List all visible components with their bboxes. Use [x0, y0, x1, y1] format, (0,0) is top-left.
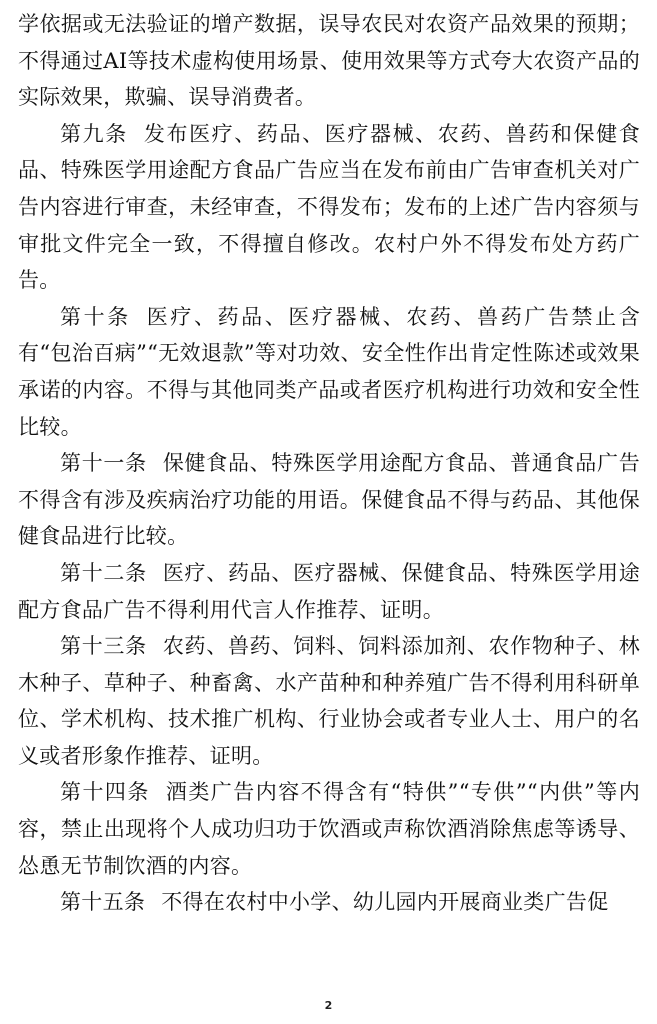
article-number: 第十五条 — [60, 890, 146, 915]
paragraph-continuation — [18, 6, 640, 116]
article-text: 不得在农村中小学、幼儿园内开展商业类广告促 — [161, 890, 609, 915]
article-10 — [18, 299, 640, 445]
article-text: 医疗、药品、医疗器械、保健食品、特殊医学用途配方食品广告不得利用代言人作推荐、证明。 — [18, 560, 640, 622]
article-number: 第十三条 — [60, 634, 147, 659]
paragraph-text: 学依据或无法验证的增产数据，误导农民对农资产品效果的预期；不得通过AI等技术虚构使用场景、使用效果等方式夸大农资产品的实际效果，欺骗、误导消费者。 — [18, 12, 640, 110]
article-number: 第十四条 — [60, 780, 150, 805]
article-14 — [18, 774, 640, 884]
article-13 — [18, 628, 640, 774]
article-number: 第十一条 — [60, 451, 147, 476]
article-number: 第十二条 — [60, 560, 147, 585]
article-text: 酒类广告内容不得含有“特供”“专供”“内供”等内容，禁止出现将个人成功归功于饮酒或声称饮酒消除焦虑等诱导、怂恿无节制饮酒的内容。 — [18, 780, 640, 878]
article-number: 第十条 — [60, 304, 131, 329]
article-text: 保健食品、特殊医学用途配方食品、普通食品广告不得含有涉及疾病治疗功能的用语。保健食品不得与药品、其他保健食品进行比较。 — [18, 451, 640, 549]
article-text: 农药、兽药、饲料、饲料添加剂、农作物种子、林木种子、草种子、种畜禽、水产苗种和种养殖广告不得利用科研单位、学术机构、技术推广机构、行业协会或者专业人士、用户的名义或者形象作推荐、证明。 — [18, 634, 640, 768]
article-12 — [18, 555, 640, 628]
article-text: 发布医疗、药品、医疗器械、农药、兽药和保健食品、特殊医学用途配方食品广告应当在发布前由广告审查机关对广告内容进行审查，未经审查，不得发布；发布的上述广告内容须与审批文件完全一致，不得擅自修改。农村户外不得发布处方药广告。 — [18, 121, 640, 293]
page-number: 2 — [324, 999, 333, 1012]
article-9 — [18, 116, 640, 299]
article-15 — [18, 884, 640, 921]
article-11 — [18, 445, 640, 555]
article-text: 医疗、药品、医疗器械、农药、兽药广告禁止含有“包治百病”“无效退款”等对功效、安全性作出肯定性陈述或效果承诺的内容。不得与其他同类产品或者医疗机构进行功效和安全性比较。 — [18, 304, 640, 439]
article-number: 第九条 — [60, 121, 128, 146]
document-body — [18, 6, 640, 921]
